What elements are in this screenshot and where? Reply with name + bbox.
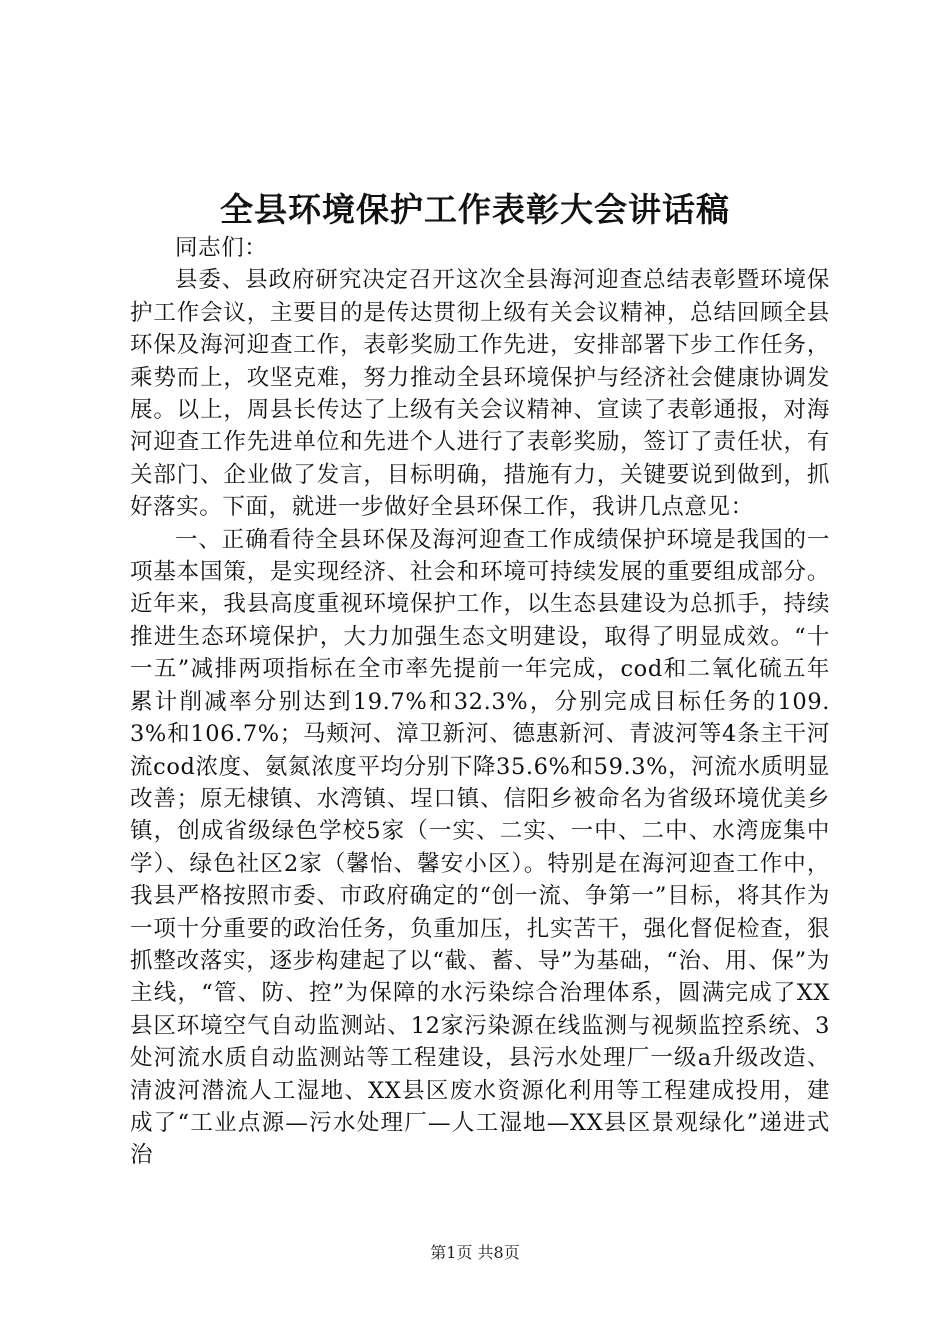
section-one-paragraph: 一、正确看待全县环保及海河迎查工作成绩保护环境是我国的一项基本国策，是实现经济、社会和环境可持续发展的重要组成部分。近年来，我县高度重视环境保护工作，以生态县建设为总抓手，持续推进生态环境保护，大力加强生态文明建设，取得了明显成效。“十一五”减排两项指标在全市率先提前一年完成，cod和二氧化硫五年累计削减率分别达到19.7%和32.3%，分别完成目标任务的109.3%和106.7%；马颊河、漳卫新河、德惠新河、青波河等4条主干河流cod浓度、氨氮浓度平均分别下降35.6%和59.3%，河流水质明显改善；原无棣镇、水湾镇、埕口镇、信阳乡被命名为省级环境优美乡镇，创成省级绿色学校5家（一实、二实、一中、二中、水湾庞集中学）、绿色社区2家（馨怡、馨安小区）。特别是在海河迎查工作中，我县严格按照市委、市政府确定的“创一流、争第一”目标，将其作为一项十分重要的政治任务，负重加压，扎实苦干，强化督促检查，狠抓整改落实，逐步构建起了以“截、蓄、导”为基础，“治、用、保”为主线，“管、防、控”为保障的水污染综合治理体系，圆满完成了XX县区环境空气自动监测站、12家污染源在线监测与视频监控系统、3处河流水质自动监测站等工程建设，县污水处理厂一级a升级改造、清波河潜流人工湿地、XX县区废水资源化利用等工程建成投用，建成了“工业点源—污水处理厂—人工湿地—XX县区景观绿化”递进式治: [130, 526, 830, 1169]
page-footer: 第1页 共8页: [430, 1243, 520, 1262]
document-title: 全县环境保护工作表彰大会讲话稿: [220, 190, 730, 229]
greeting-paragraph: 同志们：: [175, 235, 268, 261]
intro-paragraph: 县委、县政府研究决定召开这次全县海河迎查总结表彰暨环境保护工作会议，主要目的是传达贯彻上级有关会议精神，总结回顾全县环保及海河迎查工作，表彰奖励工作先进，安排部署下步工作任务，乘势而上，攻坚克难，努力推动全县环境保护与经济社会健康协调发展。以上，周县长传达了上级有关会议精神、宣读了表彰通报，对海河迎查工作先进单位和先进个人进行了表彰奖励，签订了责任状，有关部门、企业做了发言，目标明确，措施有力，关键要说到做到，抓好落实。下面，就进一步做好全县环保工作，我讲几点意见：: [130, 267, 830, 521]
document-body: [130, 232, 830, 1172]
